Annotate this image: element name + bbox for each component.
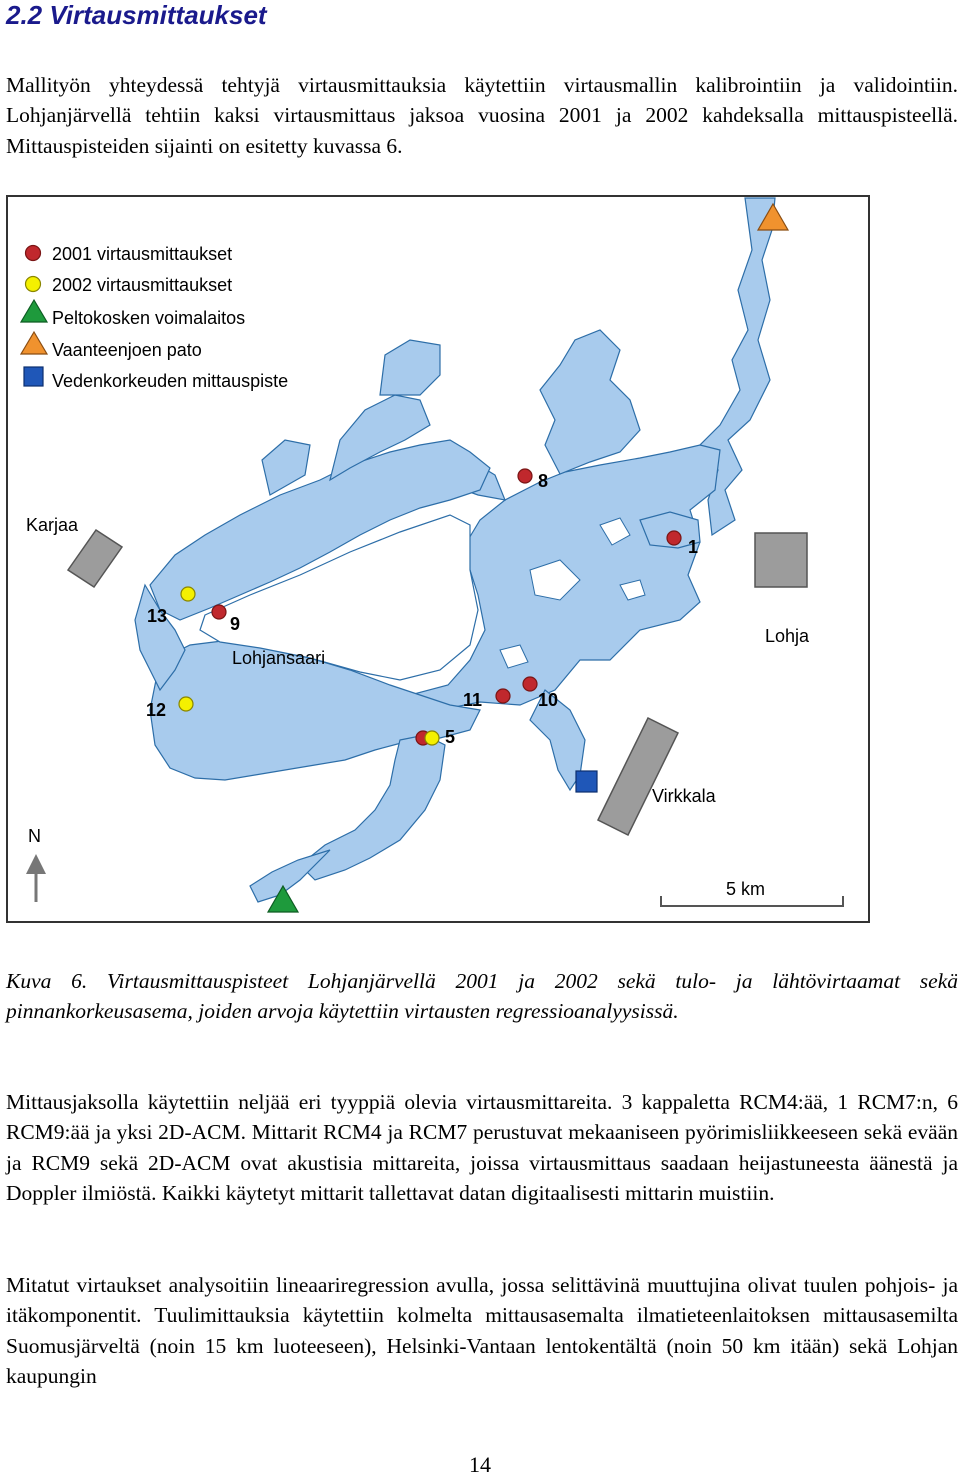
station-10-marker	[523, 677, 537, 691]
page-number: 14	[469, 1452, 491, 1477]
figure-caption: Kuva 6. Virtausmittauspisteet Lohjanjärvellä 2001 ja 2002 sekä tulo- ja lähtövirtaamat sekä pinnankorkeusasema, joiden arvoja käytettiin virtausten regressioanalyysissä.	[6, 969, 958, 1023]
blue-square-icon	[24, 367, 43, 386]
legend-label-power-plant: Peltokosken voimalaitos	[52, 308, 246, 328]
station-11-marker	[496, 689, 510, 703]
yellow-circle-icon	[26, 277, 41, 292]
station-9-marker	[212, 605, 226, 619]
place-lohjansaari: Lohjansaari	[232, 648, 326, 668]
lohja-town	[755, 533, 807, 587]
meters-paragraph: Mittausjaksolla käytettiin neljää eri tyyppiä olevia virtausmittareita. 3 kappaletta RCM4:ää, 1 RCM7:n, 6 RCM9:ää ja yksi 2D-ACM. Mittarit RCM4 ja RCM7 perustuvat mekaaniseen pyörimisliikkeeseen sekä evään ja RCM9 sekä 2D-ACM ovat akustisia mittareita, joissa virtausmittaus saadaan heijastuneesta äänestä ja Doppler ilmiöstä. Kaikki käytetyt mittarit tallettavat datan digitaalisesti mittarin muistiin.	[6, 1090, 958, 1205]
north-label: N	[28, 826, 41, 846]
station-12-marker	[179, 697, 193, 711]
station-label-9: 9	[230, 614, 241, 634]
analysis-paragraph: Mitatut virtaukset analysoitiin lineaariregression avulla, jossa selittävinä muuttujina olivat tuulen pohjois- ja itäkomponentit. Tuulimittauksia käytettiin kolmelta mittausasemalta ilmatieteenlaitoksen mittausasemilta Suomusjärveltä (noin 15 km luoteeseen), Helsinki-Vantaan lentokentältä (noin 50 km itään) sekä Lohjan kaupungin	[6, 1273, 958, 1388]
station-label-1: 1	[688, 537, 699, 557]
station-5-yellow-marker	[425, 731, 439, 745]
place-virkkala: Virkkala	[652, 786, 716, 806]
scale-label: 5 km	[726, 879, 766, 899]
gauge-marker-icon	[576, 771, 597, 792]
station-label-12: 12	[146, 700, 167, 720]
intro-paragraph: Mallityön yhteydessä tehtyjä virtausmittauksia käytettiin virtausmallin kalibrointiin ja validointiin. Lohjanjärvellä tehtiin kaksi virtausmittaus jaksoa vuosina 2001 ja 2002 kahdeksalla mittauspisteellä. Mittauspisteiden sijainti on esitetty kuvassa 6.	[6, 73, 958, 158]
red-circle-icon	[26, 246, 41, 261]
station-label-11: 11	[463, 690, 483, 710]
station-label-13: 13	[147, 606, 168, 626]
station-13-marker	[181, 587, 195, 601]
section-heading: 2.2 Virtausmittaukset	[6, 0, 267, 30]
station-label-8: 8	[538, 471, 549, 491]
place-lohja: Lohja	[765, 626, 810, 646]
legend-label-dam: Vaanteenjoen pato	[52, 340, 202, 360]
lake-map-figure	[0, 190, 960, 930]
legend-label-2001: 2001 virtausmittaukset	[52, 244, 233, 264]
legend-label-gauge: Vedenkorkeuden mittauspiste	[52, 371, 289, 391]
station-label-10: 10	[538, 690, 559, 710]
station-8-marker	[518, 469, 532, 483]
legend-label-2002: 2002 virtausmittaukset	[52, 275, 233, 295]
station-label-5: 5	[445, 727, 456, 747]
station-1-marker	[667, 531, 681, 545]
place-karjaa: Karjaa	[26, 515, 79, 535]
